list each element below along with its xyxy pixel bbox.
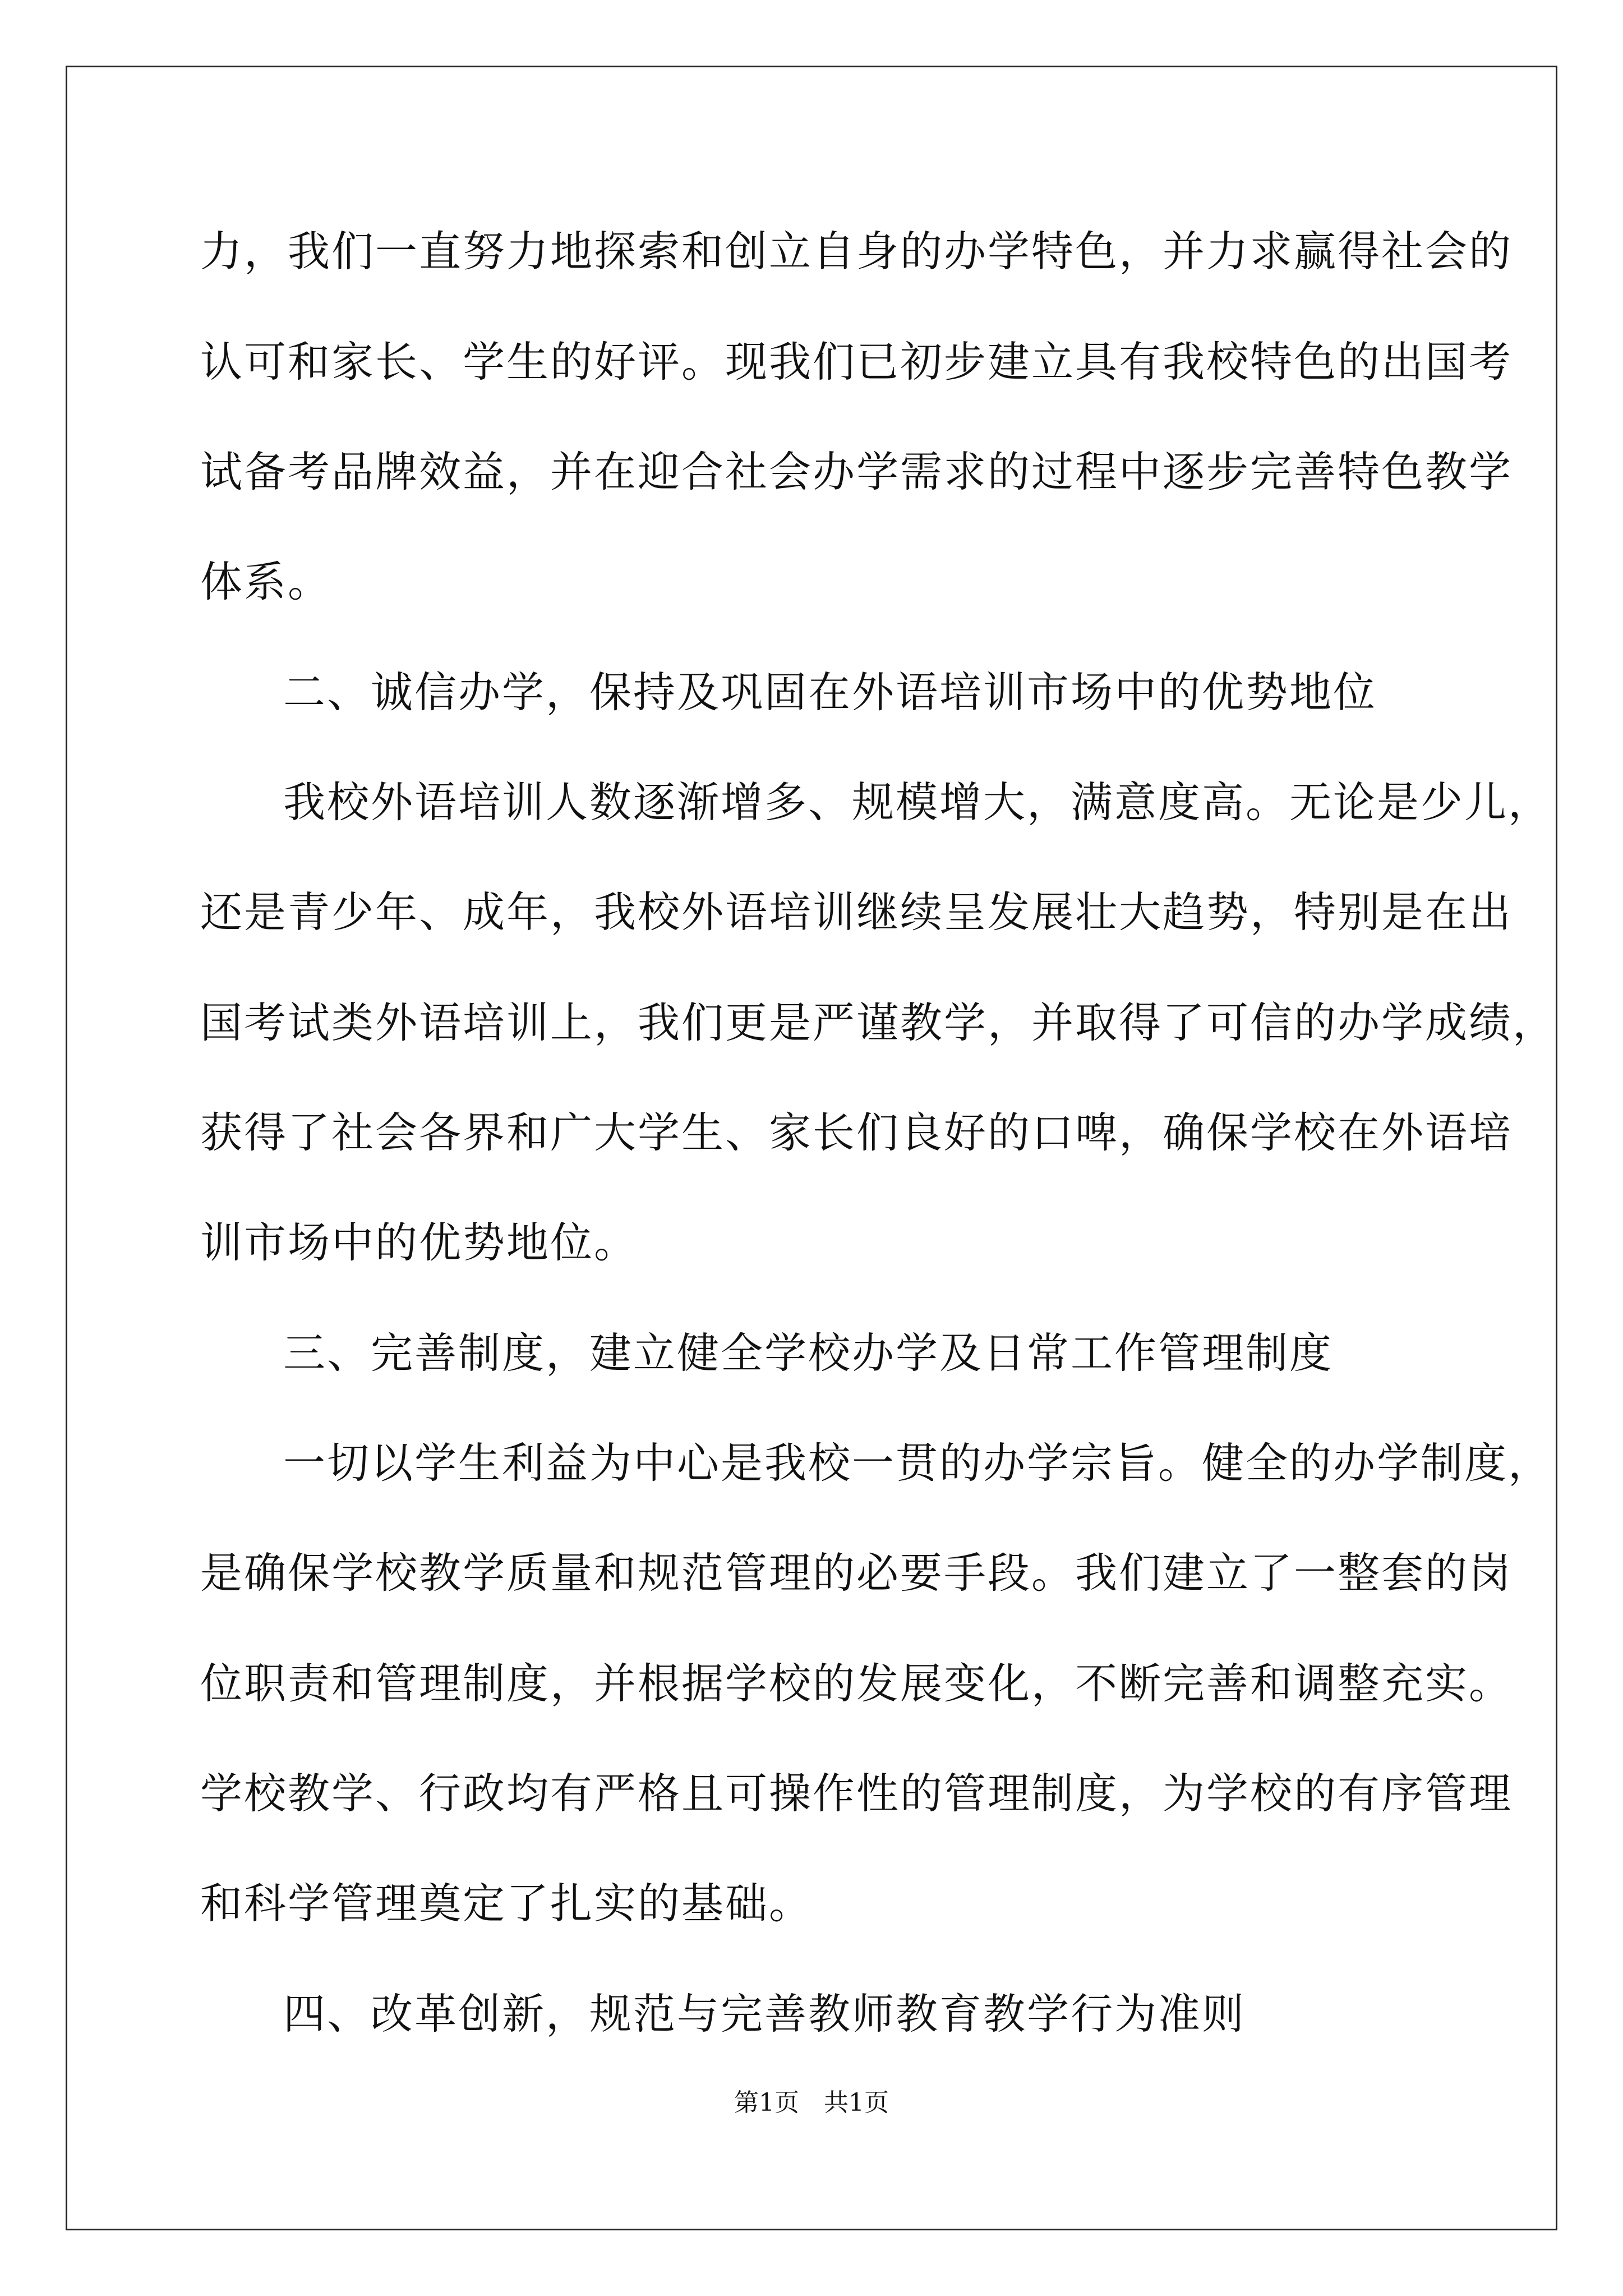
body-line: 还是青少年、成年，我校外语培训继续呈发展壮大趋势，特别是在出 [200,887,1513,937]
section-heading: 三、完善制度，建立健全学校办学及日常工作管理制度 [283,1328,1334,1378]
body-line: 学校教学、行政均有严格且可操作性的管理制度，为学校的有序管理 [200,1769,1513,1818]
body-line: 和科学管理奠定了扎实的基础。 [200,1879,813,1928]
body-line: 体系。 [200,557,332,606]
body-line: 是确保学校教学质量和规范管理的必要手段。我们建立了一整套的岗 [200,1548,1513,1598]
body-line: 一切以学生利益为中心是我校一贯的办学宗旨。健全的办学制度， [283,1438,1552,1488]
body-line: 获得了社会各界和广大学生、家长们良好的口啤，确保学校在外语培 [200,1108,1513,1157]
body-line: 认可和家长、学生的好评。现我们已初步建立具有我校特色的出国考 [200,337,1513,386]
section-heading: 二、诚信办学，保持及巩固在外语培训市场中的优势地位 [283,668,1377,717]
body-line: 训市场中的优势地位。 [200,1218,638,1267]
body-line: 试备考品牌效益，并在迎合社会办学需求的过程中逐步完善特色教学 [200,447,1513,496]
page-footer: 第1页 共1页 [734,2088,889,2117]
body-line: 我校外语培训人数逐渐增多、规模增大，满意度高。无论是少儿， [283,777,1552,827]
body-line: 力，我们一直努力地探索和创立自身的办学特色，并力求赢得社会的 [200,227,1513,276]
body-line: 国考试类外语培训上，我们更是严谨教学，并取得了可信的办学成绩， [200,998,1557,1047]
section-heading: 四、改革创新，规范与完善教师教育教学行为准则 [283,1989,1246,2039]
body-line: 位职责和管理制度，并根据学校的发展变化，不断完善和调整充实。 [200,1659,1513,1708]
